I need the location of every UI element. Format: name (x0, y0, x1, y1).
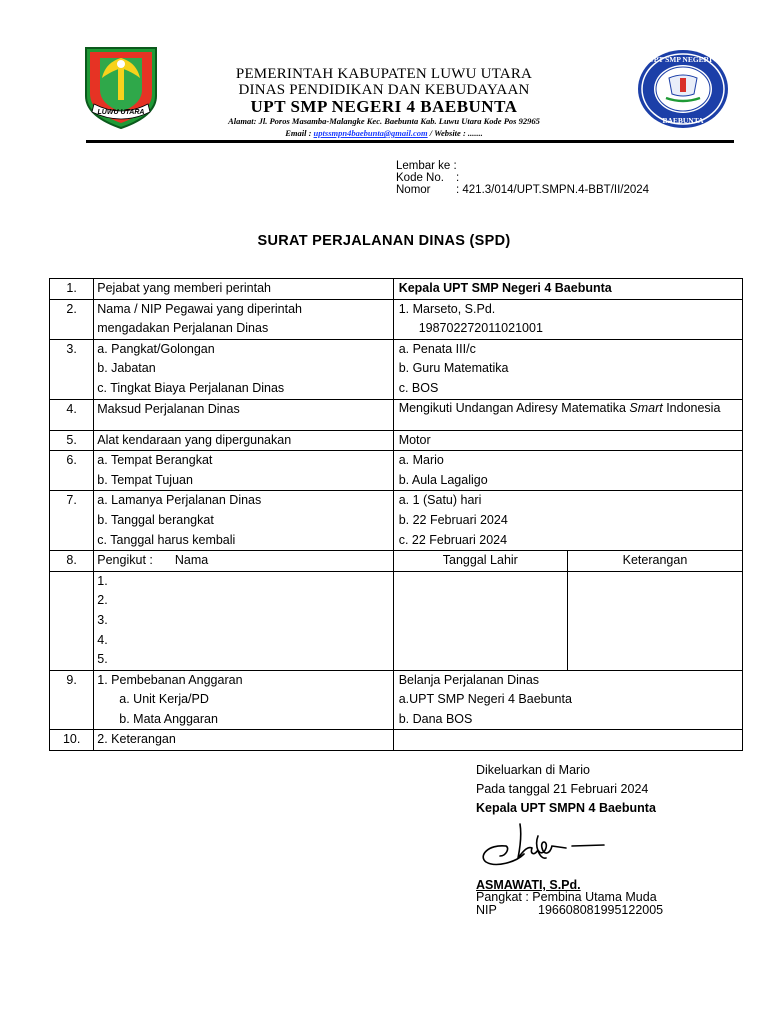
signer-rank: Pangkat : Pembina Utama Muda (476, 890, 657, 904)
row-number: 10. (62, 732, 81, 747)
row-label: a. Tempat Berangkat (97, 453, 213, 468)
list-item: 1. (97, 573, 108, 588)
row-number: 1. (66, 281, 77, 295)
row-value: Motor (398, 432, 431, 447)
column-header-keterangan: Keterangan (622, 553, 688, 568)
table-row (50, 451, 743, 491)
row-number: 5. (66, 432, 77, 447)
table-row (50, 670, 743, 730)
row-value: a.UPT SMP Negeri 4 Baebunta (398, 692, 572, 707)
letterhead-divider (86, 140, 734, 143)
lembar-ke: Lembar ke : (396, 160, 457, 172)
list-item: 5. (97, 652, 108, 667)
row-label: Nama / NIP Pegawai yang diperintah (97, 301, 303, 316)
row-label: 1. Pembebanan Anggaran (97, 672, 243, 687)
employee-nip: 198702272011021001 (418, 321, 543, 336)
row-value: a. Mario (398, 453, 444, 468)
column-header-nama: Nama (174, 553, 209, 568)
row-value: Belanja Perjalanan Dinas (398, 672, 540, 687)
row-value: c. BOS (398, 380, 439, 395)
row-value: b. Dana BOS (398, 711, 473, 726)
row-number: 7. (66, 493, 77, 508)
employee-name: 1. Marseto, S.Pd. (398, 301, 496, 316)
signer-nip: NIP 196608081995122005 (476, 903, 664, 917)
row-number: 8. (66, 553, 77, 568)
table-row (50, 299, 743, 339)
row-value: b. Aula Lagaligo (398, 472, 488, 487)
column-header-tanggal-lahir: Tanggal Lahir (442, 553, 518, 568)
row-label: Maksud Perjalanan Dinas (97, 401, 240, 416)
table-row (50, 571, 743, 670)
header-contact (0, 128, 768, 138)
signer-position: Kepala UPT SMPN 4 Baebunta (476, 801, 656, 815)
row-value: c. 22 Februari 2024 (398, 532, 508, 547)
nomor: Nomor : 421.3/014/UPT.SMPN.4-BBT/II/2024 (396, 184, 650, 196)
row-value: b. Guru Matematika (398, 361, 509, 376)
row-label: Pejabat yang memberi perintah (97, 281, 271, 295)
table-row (50, 339, 743, 399)
header-government-line: PEMERINTAH KABUPATEN LUWU UTARA (235, 66, 533, 82)
table-row (50, 279, 743, 300)
header-address: Alamat: Jl. Poros Masamba-Malangke Kec. Baebunta Kab. Luwu Utara Kode Pos 92965 (228, 116, 540, 126)
row-value: Mengikuti Undangan Adiresy Matematika Smart Indonesia (398, 400, 721, 415)
row-label: b. Tempat Tujuan (97, 472, 193, 487)
row-value: b. 22 Februari 2024 (398, 512, 508, 527)
handwritten-signature (476, 818, 606, 876)
row-label: a. Lamanya Perjalanan Dinas (97, 493, 262, 508)
svg-text:LUWU UTARA: LUWU UTARA (97, 109, 145, 116)
table-row (50, 730, 743, 751)
row-number: 6. (66, 453, 77, 468)
list-item: 3. (97, 612, 108, 627)
list-item: 2. (97, 593, 108, 608)
document-title: SURAT PERJALANAN DINAS (SPD) (257, 233, 511, 249)
row-label: 2. Keterangan (97, 732, 176, 747)
header-school-name: UPT SMP NEGERI 4 BAEBUNTA (250, 97, 518, 116)
row-number: 2. (66, 301, 77, 316)
list-item: 4. (97, 632, 108, 647)
row-label: b. Jabatan (97, 361, 156, 376)
issued-place: Dikeluarkan di Mario (476, 763, 590, 777)
row-label: mengadakan Perjalanan Dinas (97, 321, 269, 336)
website-text: / Website : ....... (427, 128, 483, 138)
row-label: a. Unit Kerja/PD (119, 692, 209, 707)
email-link[interactable]: uptssmpn4baebunta@gmail.com (313, 128, 428, 138)
row-label: c. Tingkat Biaya Perjalanan Dinas (97, 380, 285, 395)
row-number: 9. (66, 672, 77, 687)
row-label: Alat kendaraan yang dipergunakan (97, 432, 292, 447)
table-row (50, 551, 743, 572)
table-row (50, 491, 743, 551)
header-department-line: DINAS PENDIDIKAN DAN KEBUDAYAAN (238, 82, 530, 98)
signer-name: ASMAWATI, S.Pd. (476, 878, 581, 892)
row-label: b. Mata Anggaran (119, 711, 218, 726)
spd-table (49, 278, 743, 751)
row-number: 4. (66, 401, 77, 416)
row-value: a. 1 (Satu) hari (398, 493, 482, 508)
table-row (50, 430, 743, 451)
row-label: Pengikut : Nama (97, 553, 209, 568)
row-label: a. Pangkat/Golongan (97, 341, 215, 356)
row-value: Kepala UPT SMP Negeri 4 Baebunta (398, 281, 612, 295)
issued-date: Pada tanggal 21 Februari 2024 (476, 782, 649, 796)
row-label: b. Tanggal berangkat (97, 512, 214, 527)
table-row (50, 399, 743, 430)
row-value: a. Penata III/c (398, 341, 476, 356)
row-value (399, 730, 742, 750)
kode-no: Kode No. : (396, 172, 460, 184)
svg-text:UPT SMP NEGERI 4: UPT SMP NEGERI 4 (648, 55, 718, 64)
email-label: Email : (285, 128, 314, 138)
row-label: c. Tanggal harus kembali (97, 532, 236, 547)
svg-text:BAEBUNTA: BAEBUNTA (662, 116, 704, 125)
row-number: 3. (66, 341, 77, 356)
